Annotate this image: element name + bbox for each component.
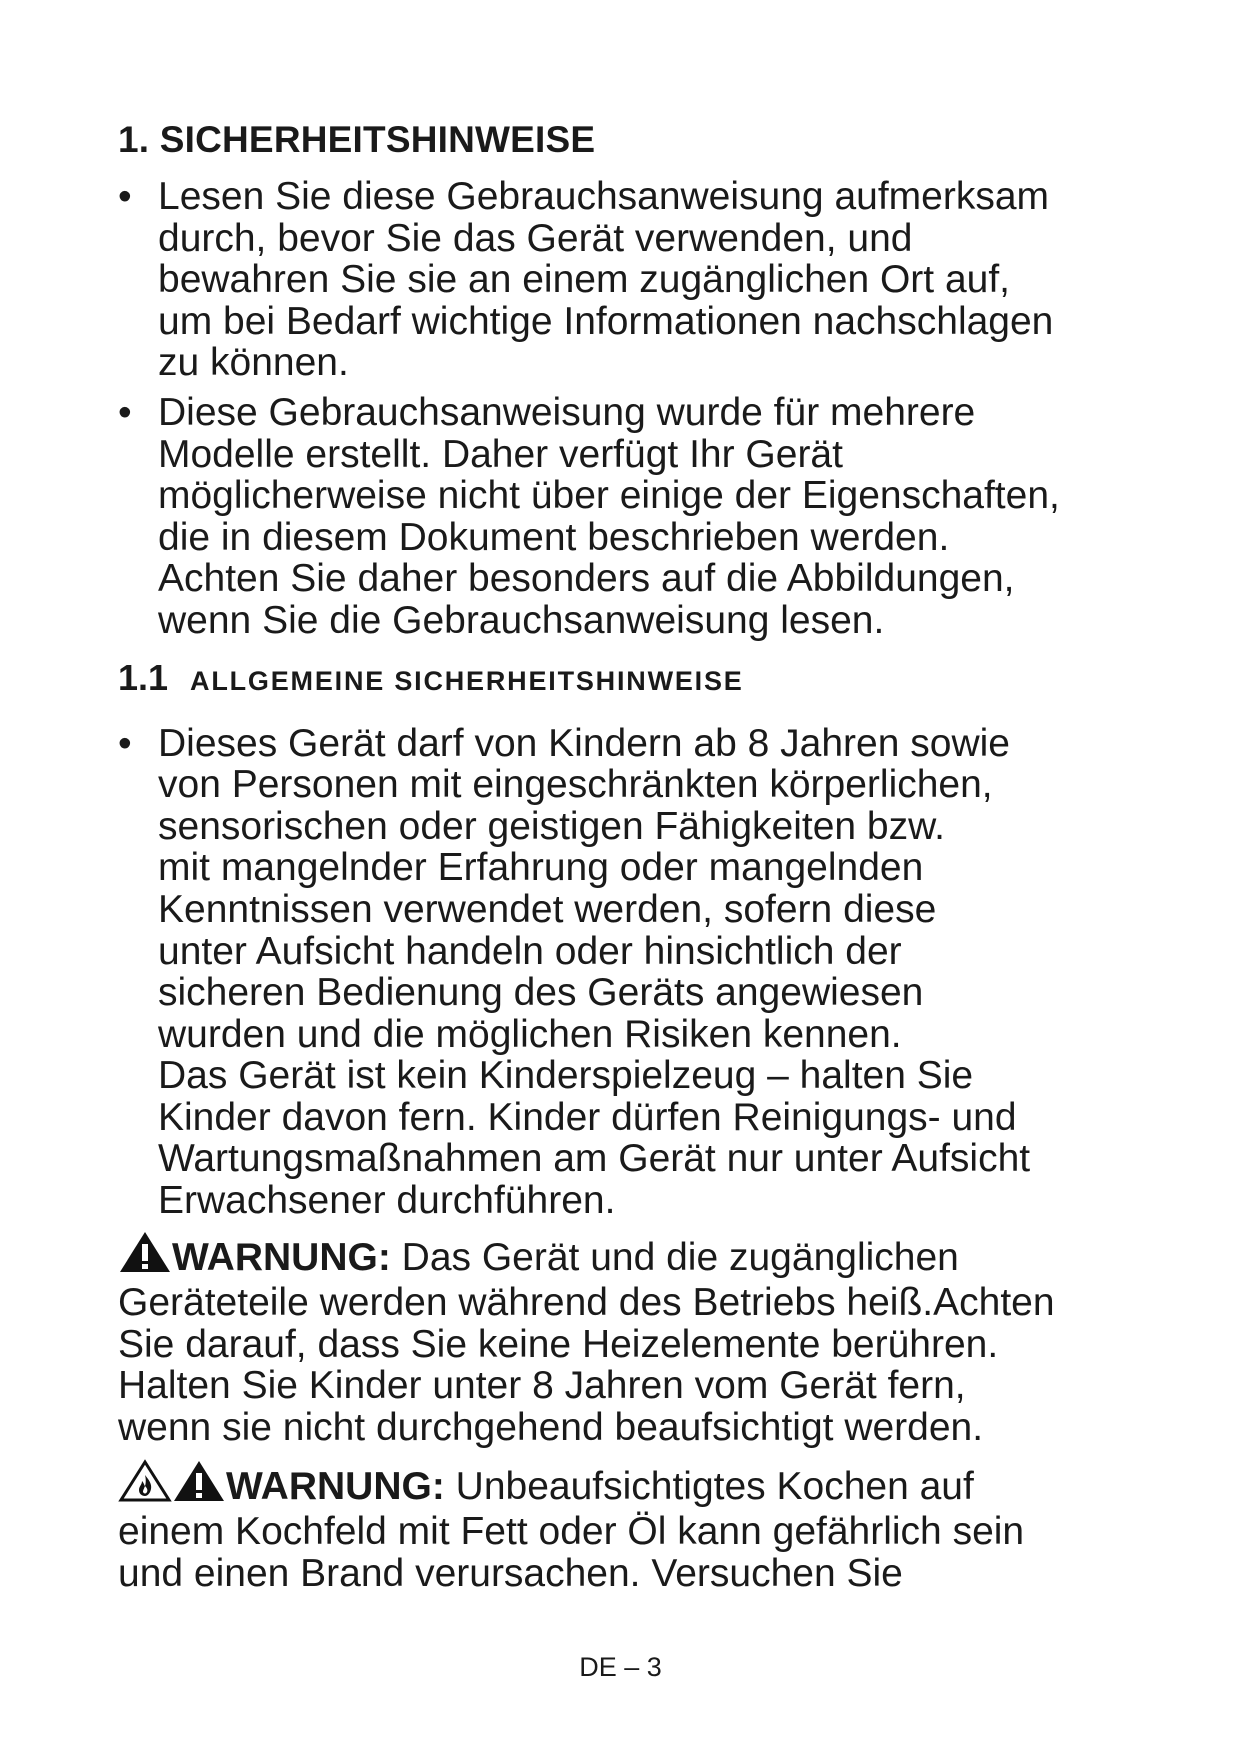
warning-first-line [118,1230,1138,1283]
text-line: Diese Gebrauchsanweisung wurde für mehrere [158,390,976,434]
text-line: und einen Brand verursachen. Versuchen Sie [118,1551,903,1595]
text-line: Sie darauf, dass Sie keine Heizelemente berühren. [118,1322,999,1366]
subsection-heading [118,658,1138,701]
text-line: Kenntnissen verwendet werden, sofern diese [158,887,937,931]
bullet-item [118,392,1138,642]
text-line: unter Aufsicht handeln oder hinsichtlich der [158,929,902,973]
warning-icon [172,1459,226,1512]
text-line: um bei Bedarf wichtige Informationen nachschlagen [158,299,1054,343]
text-line: wenn sie nicht durchgehend beaufsichtigt werden. [118,1406,984,1450]
warning-icon [118,1230,172,1283]
text-line: Geräteteile werden während des Betriebs heiß.Achten [118,1281,1055,1325]
warning-label: WARNUNG: [172,1235,391,1279]
text-line: durch, bevor Sie das Gerät verwenden, und [158,216,913,260]
text-line: Modelle erstellt. Daher verfügt Ihr Gerät [158,432,843,476]
text-line: sensorischen oder geistigen Fähigkeiten bzw. [158,804,945,848]
warning-block [118,1230,1138,1449]
page-content [118,118,1138,1604]
bullet-dot: • [118,175,132,218]
warning-first-line [118,1459,1138,1512]
text-line: zu können. [158,341,349,385]
text-line: Das Gerät ist kein Kinderspielzeug – halten Sie [158,1054,974,1098]
text-line: Dieses Gerät darf von Kindern ab 8 Jahren sowie [158,721,1010,765]
text-line: mit mangelnder Erfahrung oder mangelnden [158,846,924,890]
warning-text: Unbeaufsichtigtes Kochen auf [444,1464,974,1508]
text-line: wenn Sie die Gebrauchsanweisung lesen. [158,598,885,642]
text-line: wurden und die möglichen Risiken kennen. [158,1012,902,1056]
warning-text: Das Gerät und die zugänglichen [390,1235,959,1279]
bullet-dot: • [118,390,132,434]
subsection-title: ALLGEMEINE SICHERHEITSHINWEISE [190,665,744,696]
text-line: Lesen Sie diese Gebrauchsanweisung aufmerksam [158,175,1050,218]
text-line: möglicherweise nicht über einige der Eigenschaften, [158,474,1060,518]
text-line: bewahren Sie sie an einem zugänglichen Ort auf, [158,258,1011,302]
text-line: Erwachsener durchführen. [158,1179,616,1223]
text-line: Wartungsmaßnahmen am Gerät nur unter Aufsicht [158,1137,1031,1181]
text-line: die in diesem Dokument beschrieben werden. [158,515,950,559]
warning-label: WARNUNG: [226,1464,445,1508]
subsection-number: 1.1 [118,656,169,698]
bullet-dot: • [118,721,132,765]
text-line: Halten Sie Kinder unter 8 Jahren vom Gerät fern, [118,1364,966,1408]
fire-hazard-icon [118,1459,172,1512]
page-number: DE – 3 [579,1652,662,1682]
text-line: sicheren Bedienung des Geräts angewiesen [158,971,924,1015]
bullet-item [118,723,1138,1222]
warning-block [118,1459,1138,1595]
text-line: einem Kochfeld mit Fett oder Öl kann gefährlich sein [118,1510,1025,1554]
bullet-item [118,176,1138,384]
text-line: Kinder davon fern. Kinder dürfen Reinigungs- und [158,1095,1017,1139]
text-line: Achten Sie daher besonders auf die Abbildungen, [158,557,1015,601]
section-heading: 1. SICHERHEITSHINWEISE [118,119,596,160]
text-line: von Personen mit eingeschränkten körperlichen, [158,763,993,807]
